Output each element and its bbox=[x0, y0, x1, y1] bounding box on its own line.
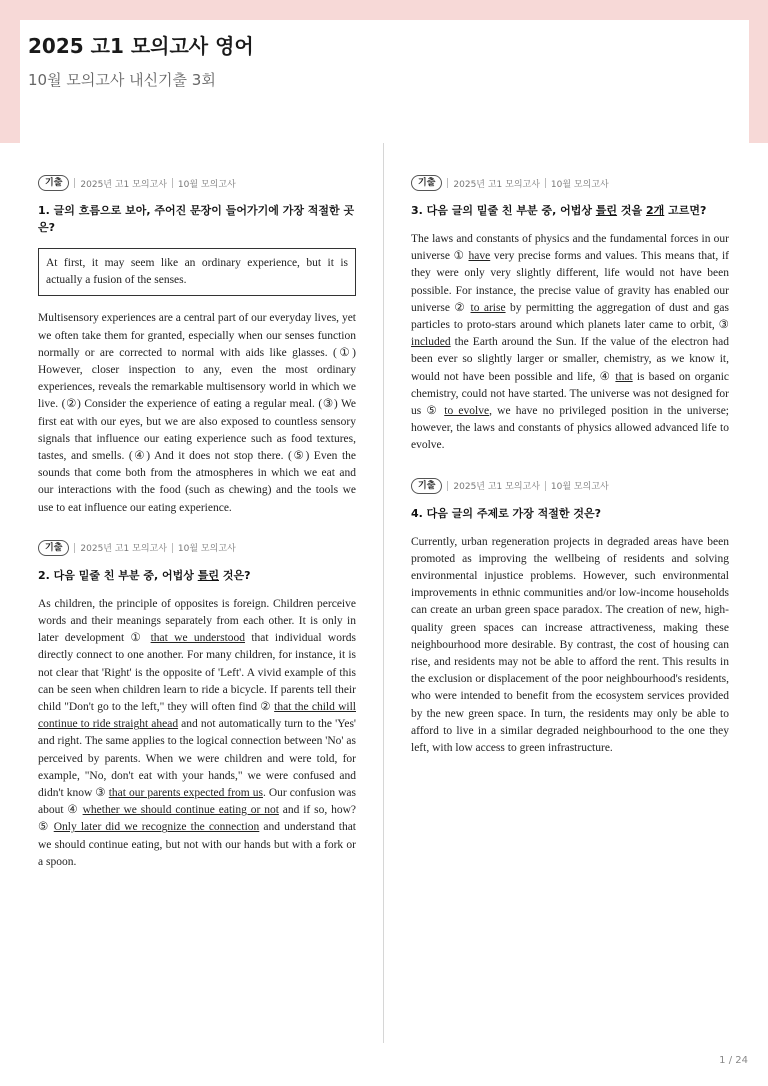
given-sentence-box: At first, it may seem like an ordinary experience, but it is actually a fusion of the senses. bbox=[38, 248, 356, 296]
underlined-choice-5: Only later did we recognize the connection bbox=[53, 821, 260, 834]
passage-text: . Our confusion was about ④ bbox=[38, 787, 357, 817]
meta-separator bbox=[74, 178, 75, 188]
title-underline: 틀린 bbox=[595, 204, 618, 217]
title-underline: 2개 bbox=[645, 204, 665, 217]
meta-separator bbox=[447, 481, 448, 491]
underlined-choice-2: to arise bbox=[470, 301, 506, 314]
question-title: 4. 다음 글의 주제로 가장 적절한 것은? bbox=[411, 506, 601, 520]
title-text: 3. 다음 글의 밑줄 친 부분 중, 어법상 bbox=[411, 204, 596, 217]
meta-separator bbox=[545, 481, 546, 491]
source-month: 10월 모의고사 bbox=[177, 544, 236, 555]
passage-text: by permitting the aggregation of dust and gas particles to proto-stars around which planets later came to orbit, ③ bbox=[411, 301, 729, 332]
passage-text: very precise forms and values. This means that, if they were only very slightly different, life would not have been possible. For instance, the precise value of gravity has enabled our universe ② bbox=[411, 250, 729, 314]
question-3 bbox=[411, 174, 729, 455]
title-text: 것을 bbox=[617, 204, 646, 217]
page-number: 1 / 24 bbox=[719, 1055, 748, 1066]
source-year: 2025년 고1 모의고사 bbox=[80, 179, 167, 190]
question-passage: Multisensory experiences are a central part of our everyday lives, yet we often take them for granted, especially when our senses function normally or are corrected to normal with aids like glasses. (①) However, closer inspection to any, even the most ordinary experiences, reveals the remarkable multisensory world in which we live. (②) Consider the experience of eating a regular meal. (③) We first eat with our eyes, but we are also exposed to countless sensory signals that influence our eating experience such as food textures, tastes, and smells. (④) And it does not stop there. (⑤) Even the sounds that come both from the atmospheres in which we eat and our interactions with the food (such as chewing) and the tools we use to eat influence our eating experience. bbox=[38, 312, 356, 514]
passage-text: the Earth around the Sun. If the value of the electron had been ever so slightly larger or smaller, chemistry, as we know it, would not have been possible and life, ④ bbox=[411, 336, 729, 383]
passage-text: is based on organic chemistry, could not have started. The universe was not designed for us ⑤ bbox=[411, 370, 729, 418]
title-text: 고르면? bbox=[664, 204, 707, 217]
column-divider bbox=[383, 143, 384, 1043]
passage-text: , we have no privileged position in the universe; however, the laws and constants of physics allowed advanced life to evolve. bbox=[411, 405, 729, 452]
passage-text: that individual words directly connect to one another. For many children, for instance, it is not clear that 'Right' is the opposite of 'Left'. A vivid example of this can be seen when children learn to ride a bicycle. If parents tell their child "Don't go to the left," they will often find ② bbox=[38, 632, 356, 714]
right-column bbox=[411, 174, 729, 779]
source-year: 2025년 고1 모의고사 bbox=[453, 482, 540, 493]
page-subtitle: 10월 모의고사 내신기출 3회 bbox=[28, 71, 216, 89]
question-meta bbox=[38, 174, 356, 192]
meta-separator bbox=[172, 178, 173, 188]
underlined-choice-3: that our parents expected from us bbox=[108, 787, 263, 800]
question-2 bbox=[38, 539, 356, 871]
underlined-choice-1: that we understood bbox=[150, 632, 246, 645]
question-meta bbox=[38, 539, 356, 557]
meta-separator bbox=[545, 178, 546, 188]
title-text: 2. 다음 밑줄 친 부분 중, 어법상 bbox=[38, 568, 198, 582]
page-title: 2025 고1 모의고사 영어 bbox=[28, 34, 254, 58]
question-4 bbox=[411, 477, 729, 758]
title-text: 것은? bbox=[218, 568, 251, 582]
source-badge: 기출 bbox=[411, 175, 442, 191]
passage-text: and understand that we should continue eating, but not with our hands but with a fork or a spoon. bbox=[38, 821, 357, 868]
question-title bbox=[38, 567, 356, 584]
question-meta bbox=[411, 174, 729, 192]
underlined-choice-4: that bbox=[615, 370, 633, 383]
source-month: 10월 모의고사 bbox=[550, 482, 609, 493]
question-passage bbox=[38, 596, 356, 871]
passage-text: and not automatically turn to the 'Yes' and right. The same applies to the logical connection between 'No' as perceived by parents. When we were children and were told, for example, "No, don't eat with your hands," we were confused and didn't know ③ bbox=[38, 718, 356, 800]
question-title bbox=[411, 202, 729, 219]
underlined-choice-3: included bbox=[411, 336, 451, 349]
title-underline: 틀린 bbox=[197, 568, 219, 582]
source-month: 10월 모의고사 bbox=[177, 179, 236, 190]
source-badge: 기출 bbox=[38, 175, 69, 191]
meta-separator bbox=[172, 543, 173, 553]
underlined-choice-2: that the child will continue to ride straight ahead bbox=[38, 701, 356, 731]
source-year: 2025년 고1 모의고사 bbox=[80, 544, 167, 555]
underlined-choice-5: to evolve bbox=[444, 405, 490, 418]
question-passage bbox=[411, 231, 729, 455]
question-1 bbox=[38, 174, 356, 517]
meta-separator bbox=[74, 543, 75, 553]
question-meta bbox=[411, 477, 729, 495]
left-column bbox=[38, 174, 356, 893]
source-badge: 기출 bbox=[411, 478, 442, 494]
question-passage: Currently, urban regeneration projects in degraded areas have been promoted as improving the wellbeing of residents and solving environmental injustice problems. However, such environmental improvements in ethnic communities and/or low-income households can create an urban green space paradox. The creation of new, high-quality green spaces can increase attractiveness, making these neighbourhood more desirable. By contrast, the cost of housing can rise, and residents may not be able to afford the rent. This results in the exclusion or displacement of the poor neighbourhood's residents, who were intended to benefit from the ecosystem services provided by the new green space. In turn, the residents may only be able to afford to live in a similar degraded neighbourhood to the one they left, with low access to green infrastructure. bbox=[411, 535, 729, 755]
passage-text: As children, the principle of opposites is foreign. Children perceive words and their meanings separately from each other. It is only in later development ① bbox=[38, 597, 356, 645]
source-month: 10월 모의고사 bbox=[550, 179, 609, 190]
question-title: 1. 글의 흐름으로 보아, 주어진 문장이 들어가기에 가장 적절한 곳은? bbox=[38, 204, 355, 234]
source-badge: 기출 bbox=[38, 540, 69, 556]
passage-text: The laws and constants of physics and the fundamental forces in our universe ① bbox=[411, 233, 729, 263]
source-year: 2025년 고1 모의고사 bbox=[453, 179, 540, 190]
underlined-choice-4: whether we should continue eating or not bbox=[82, 804, 279, 817]
passage-text: and if so, how? ⑤ bbox=[38, 804, 357, 834]
underlined-choice-1: have bbox=[468, 250, 491, 263]
meta-separator bbox=[447, 178, 448, 188]
